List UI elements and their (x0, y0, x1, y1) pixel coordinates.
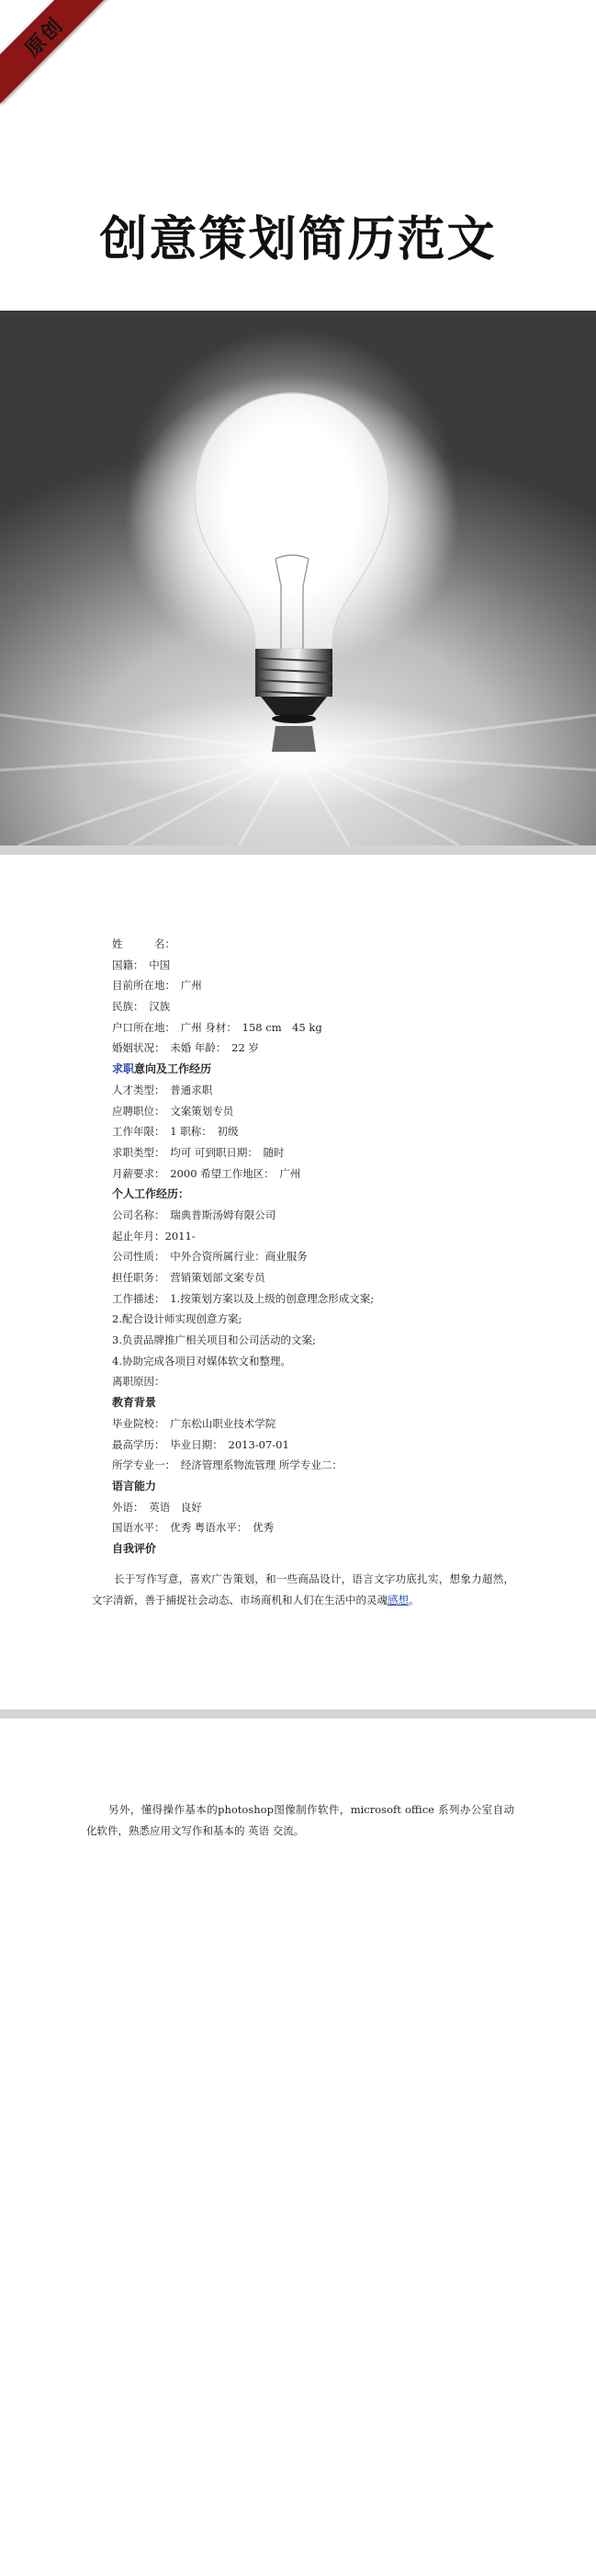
cover-title: 创意策划简历范文 (99, 212, 497, 267)
experience-row: 公司名称： 瑞典普斯汤姆有限公司 (112, 1208, 276, 1221)
section-heading-experience: 个人工作经历： (112, 1187, 190, 1201)
self-evaluation-text: 长于写作写意，喜欢广告策划，和一些商品设计，语言文字功底扎实，想象力超然，文字清新，善于捕捉社会动态、市场商机和人们在生活中的灵魂 (92, 1572, 514, 1606)
section-heading-intent (112, 1059, 525, 1080)
resume-page (0, 855, 596, 1709)
resume-content (112, 934, 525, 1560)
extra-page (0, 1719, 596, 2576)
section-heading-education: 教育背景 (112, 1396, 157, 1410)
language-row: 国语水平： 优秀 粤语水平： 优秀 (112, 1521, 275, 1535)
education-row: 毕业院校： 广东松山职业技术学院 (112, 1416, 276, 1430)
basic-info-row: 国籍： 中国 (112, 958, 171, 971)
experience-row: 3.负责品牌推广相关项目和公司活动的文案; (112, 1333, 316, 1347)
basic-info-row: 目前所在地： 广州 (112, 979, 202, 993)
experience-row: 2.配合设计师实现创意方案; (112, 1312, 242, 1326)
page-divider (0, 1709, 596, 1719)
experience-row: 公司性质： 中外合资所属行业：商业服务 (112, 1250, 308, 1264)
language-row: 外语： 英语 良好 (112, 1500, 202, 1514)
experience-row: 离职原因： (112, 1375, 165, 1389)
lightbulb-image (0, 311, 596, 845)
experience-row: 起止年月：2011- (112, 1229, 196, 1243)
page-divider (0, 845, 596, 855)
original-badge (0, 0, 111, 104)
intent-row: 月薪要求： 2000 希望工作地区： 广州 (112, 1166, 301, 1180)
intent-heading-link[interactable]: 求职 (112, 1062, 135, 1076)
lightbulb-illustration (0, 311, 596, 845)
extra-skills-paragraph: 另外，懂得操作基本的photoshop图像制作软件，microsoft office 系列办公室自动化软件，熟悉应用文写作和基本的 英语 交流。 (86, 1803, 514, 1837)
cover-page (0, 0, 596, 845)
basic-info-row: 户口所在地： 广州 身材： 158 cm 45 kg (112, 1020, 322, 1034)
education-row: 所学专业一： 经济管理系物流管理 所学专业二： (112, 1458, 343, 1472)
experience-row: 担任职务： 营销策划部文案专员 (112, 1271, 265, 1284)
basic-info-row: 姓 名： (112, 937, 175, 950)
section-heading-self: 自我评价 (112, 1541, 157, 1555)
basic-info-row: 民族： 汉族 (112, 1000, 171, 1014)
self-evaluation-paragraph (92, 1569, 514, 1611)
self-evaluation-link[interactable]: 感想 (388, 1594, 409, 1606)
section-heading-language: 语言能力 (112, 1479, 157, 1492)
self-evaluation-end: 。 (409, 1594, 420, 1606)
intent-row: 工作年限： 1 职称： 初级 (112, 1125, 239, 1139)
basic-info-row: 婚姻状况： 未婚 年龄： 22 岁 (112, 1041, 259, 1055)
intent-row: 应聘职位： 文案策划专员 (112, 1104, 234, 1118)
intent-row: 人才类型： 普通求职 (112, 1083, 213, 1096)
experience-row: 工作描述： 1.按策划方案以及上级的创意理念形成文案; (112, 1291, 375, 1305)
intent-row: 求职类型： 均可 可到职日期： 随时 (112, 1145, 285, 1159)
experience-row: 4.协助完成各项目对媒体软文和整理。 (112, 1354, 291, 1367)
original-badge-text: 原创 (20, 13, 69, 62)
intent-heading-text: 意向及工作经历 (134, 1062, 212, 1076)
education-row: 最高学历： 毕业日期： 2013-07-01 (112, 1437, 289, 1451)
